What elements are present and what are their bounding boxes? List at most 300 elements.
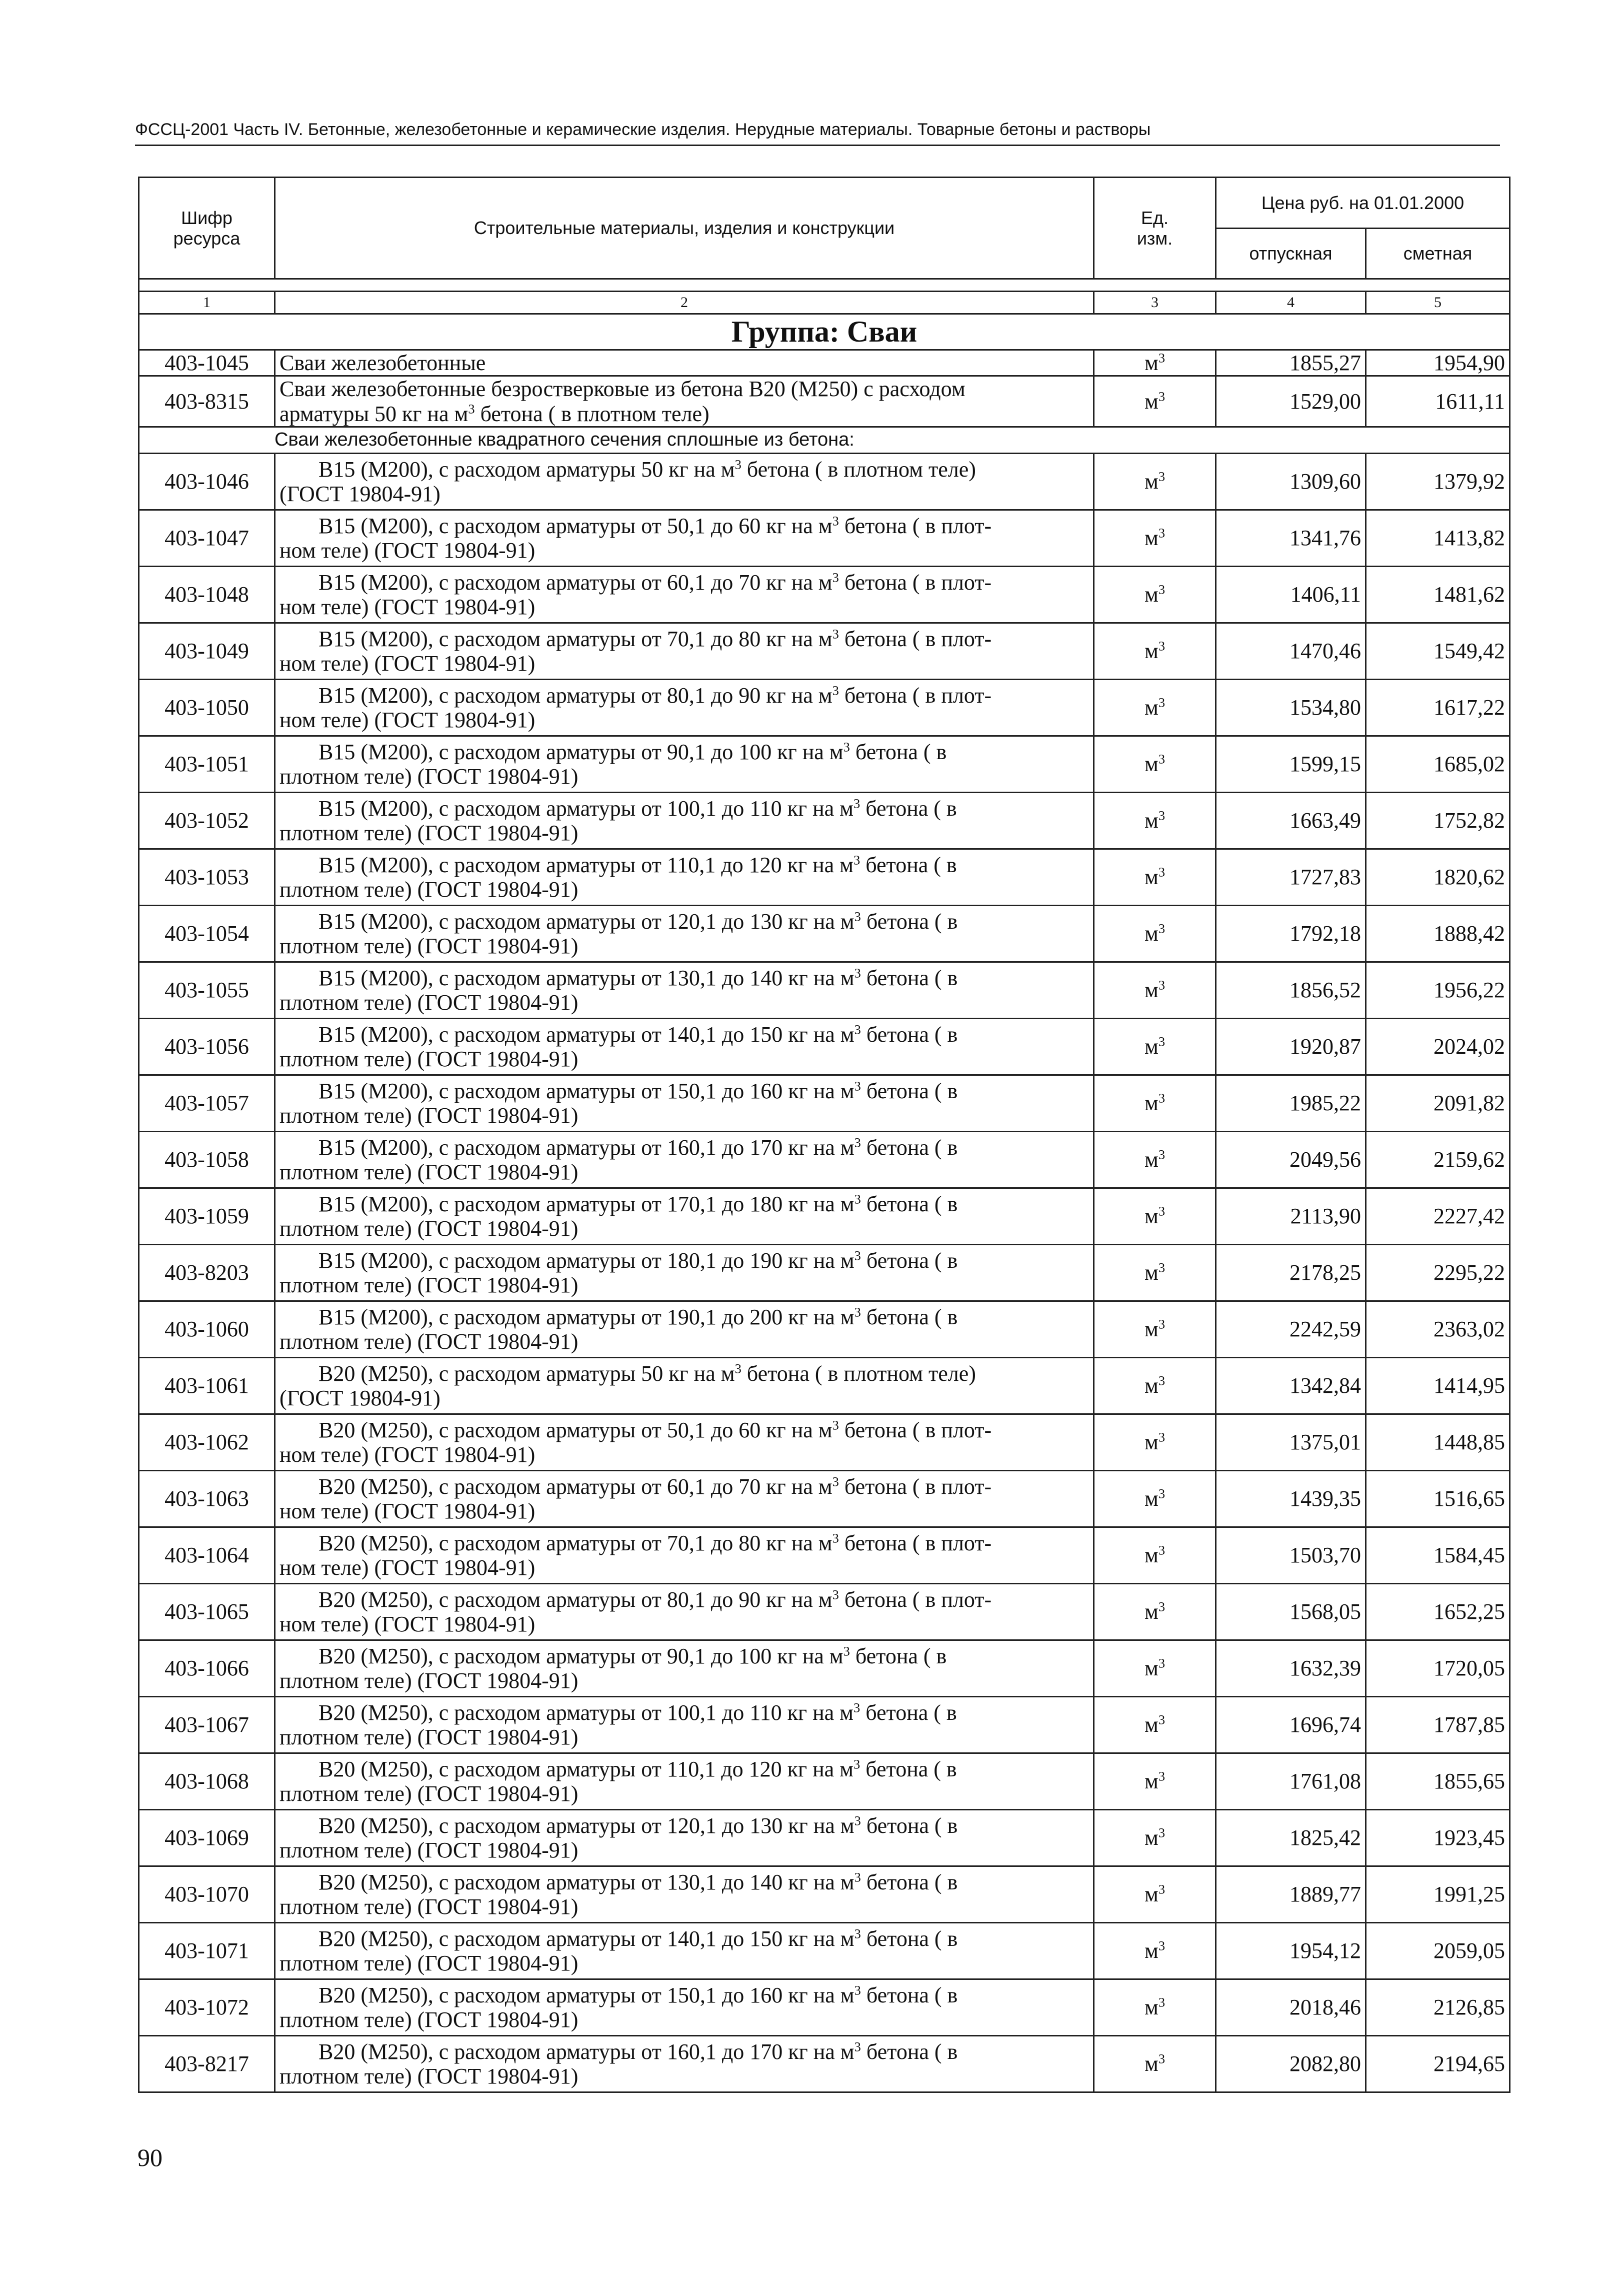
release-price: 1470,46 <box>1216 623 1366 679</box>
table-row <box>139 1301 1510 1357</box>
item-line-2: ном теле) (ГОСТ 19804-91) <box>280 1498 536 1523</box>
item-line-1a: В15 (М200), с расходом арматуры от 110,1 до 120 кг на м <box>318 852 854 877</box>
subheading-text: Сваи железобетонные квадратного сечения сплошные из бетона: <box>139 427 1510 453</box>
item-line-2: ном теле) (ГОСТ 19804-91) <box>280 538 536 563</box>
resource-code: 403-1056 <box>139 1018 275 1075</box>
table-row <box>139 679 1510 736</box>
resource-code: 403-1046 <box>139 453 275 510</box>
release-price: 1599,15 <box>1216 736 1366 792</box>
resource-code: 403-1053 <box>139 849 275 905</box>
estimate-price: 1752,82 <box>1366 792 1510 849</box>
release-price: 1341,76 <box>1216 510 1366 566</box>
unit-cell: $м^3$ <box>1094 1583 1216 1640</box>
release-price: 2082,80 <box>1216 2035 1366 2092</box>
unit-value: м <box>1144 1373 1158 1398</box>
table-row <box>139 1470 1510 1527</box>
resource-code: 403-1071 <box>139 1922 275 1979</box>
item-line-1b: бетона ( в <box>860 1813 958 1838</box>
item-line-2: плотном теле) (ГОСТ 19804-91) <box>280 1329 578 1354</box>
estimate-price: 1923,45 <box>1366 1809 1510 1866</box>
unit-value: м <box>1144 1034 1158 1059</box>
table-row <box>139 1809 1510 1866</box>
item-description <box>275 623 1094 679</box>
estimate-price: 1991,25 <box>1366 1866 1510 1922</box>
item-line-2: ном теле) (ГОСТ 19804-91) <box>280 1611 536 1636</box>
item-line-1b: бетона ( в плотном теле) <box>741 1361 976 1386</box>
item-line-2: плотном теле) (ГОСТ 19804-91) <box>280 1103 578 1128</box>
estimate-price: 2091,82 <box>1366 1075 1510 1131</box>
unit-cell: $м^3$ <box>1094 1809 1216 1866</box>
item-line-1a: В15 (М200), с расходом арматуры от 190,1 до 200 кг на м <box>318 1304 854 1329</box>
item-line-1a: В15 (М200), с расходом арматуры от 130,1 до 140 кг на м <box>318 965 854 990</box>
unit-value: м <box>1144 1995 1158 2020</box>
release-price: 1920,87 <box>1216 1018 1366 1075</box>
item-line-1b: бетона ( в плотном теле) <box>741 457 976 482</box>
table-row <box>139 1188 1510 1244</box>
unit-cell: $м^3$ <box>1094 1018 1216 1075</box>
release-price: 1632,39 <box>1216 1640 1366 1696</box>
table-row <box>139 1753 1510 1809</box>
resource-code: 403-1057 <box>139 1075 275 1131</box>
item-description <box>275 1583 1094 1640</box>
item-line-1a: В15 (М200), с расходом арматуры от 70,1 до 80 кг на м <box>318 626 832 651</box>
release-price: 2242,59 <box>1216 1301 1366 1357</box>
item-line-1: В15 (М200), с расходом арматуры от 90,1 до 100 кг на $м^3$ бетона ( в <box>318 739 947 764</box>
item-description <box>275 962 1094 1018</box>
item-line-1: В15 (М200), с расходом арматуры от 140,1 до 150 кг на $м^3$ бетона ( в <box>318 1021 958 1047</box>
release-price: 1568,05 <box>1216 1583 1366 1640</box>
group-heading-row <box>139 314 1510 350</box>
table-row <box>139 1131 1510 1188</box>
release-price: 2018,46 <box>1216 1979 1366 2035</box>
item-line-2: плотном теле) (ГОСТ 19804-91) <box>280 1272 578 1297</box>
item-line-1a: В15 (М200), с расходом арматуры от 170,1 до 180 кг на м <box>318 1191 854 1216</box>
resource-code: 403-1067 <box>139 1696 275 1753</box>
unit-cell: $м^3$ <box>1094 623 1216 679</box>
release-price: 1529,00 <box>1216 376 1366 427</box>
resource-code: 403-1065 <box>139 1583 275 1640</box>
item-line-1: В15 (М200), с расходом арматуры от 160,1 до 170 кг на $м^3$ бетона ( в <box>318 1134 958 1160</box>
unit-cell: $м^3$ <box>1094 1527 1216 1583</box>
item-line-1: В15 (М200), с расходом арматуры от 60,1 до 70 кг на $м^3$ бетона ( в плот- <box>318 569 992 595</box>
estimate-price: 1685,02 <box>1366 736 1510 792</box>
item-line-1a: В15 (М200), с расходом арматуры от 60,1 до 70 кг на м <box>318 570 832 595</box>
unit-cell: $м^3$ <box>1094 905 1216 962</box>
unit-value: м <box>1144 389 1158 414</box>
release-price: 1663,49 <box>1216 792 1366 849</box>
unit-value: м <box>1144 978 1158 1003</box>
item-line-1b: бетона ( в <box>860 1022 958 1047</box>
item-line-2: ном теле) (ГОСТ 19804-91) <box>280 594 536 619</box>
item-line-2: плотном теле) (ГОСТ 19804-91) <box>280 1781 578 1806</box>
item-line-1a: В20 (М250), с расходом арматуры от 50,1 до 60 кг на м <box>318 1417 832 1442</box>
unit-value: м <box>1144 1091 1158 1116</box>
unit-cell: $м^3$ <box>1094 792 1216 849</box>
col-release-header: отпускная <box>1216 228 1366 279</box>
release-price: 1534,80 <box>1216 679 1366 736</box>
estimate-price: 2194,65 <box>1366 2035 1510 2092</box>
item-line-1b: бетона ( в <box>860 1700 957 1725</box>
item-line-1a: В15 (М200), с расходом арматуры от 50,1 до 60 кг на м <box>318 513 832 538</box>
table-row <box>139 905 1510 962</box>
table-row <box>139 1640 1510 1696</box>
unit-value: м <box>1144 2051 1158 2076</box>
item-line-1b: бетона ( в <box>860 1869 958 1894</box>
item-line-1a: В15 (М200), с расходом арматуры от 180,1 до 190 кг на м <box>318 1248 854 1273</box>
item-line-1b: бетона ( в плот- <box>838 513 992 538</box>
item-line-1b: бетона ( в <box>860 909 958 934</box>
item-line-1: В20 (М250), с расходом арматуры от 70,1 до 80 кг на $м^3$ бетона ( в плот- <box>318 1530 992 1555</box>
item-line-2: плотном теле) (ГОСТ 19804-91) <box>280 2007 578 2032</box>
item-line-1b: бетона ( в плот- <box>838 1530 992 1555</box>
resource-code: 403-1058 <box>139 1131 275 1188</box>
item-line-1b: бетона ( в плот- <box>838 1417 992 1442</box>
unit-value: м <box>1144 582 1158 607</box>
item-line-1: В15 (М200), с расходом арматуры от 170,1 до 180 кг на $м^3$ бетона ( в <box>318 1191 958 1216</box>
item-description <box>275 566 1094 623</box>
release-price: 1727,83 <box>1216 849 1366 905</box>
running-header: ФССЦ-2001 Часть IV. Бетонные, железобетонные и керамические изделия. Нерудные материалы. Товарные бетоны и растворы <box>135 120 1500 146</box>
item-description <box>275 1470 1094 1527</box>
unit-value: м <box>1144 1430 1158 1455</box>
item-description <box>275 510 1094 566</box>
item-line-1b: бетона ( в <box>860 1304 958 1329</box>
item-line-1a: В15 (М200), с расходом арматуры от 120,1 до 130 кг на м <box>318 909 854 934</box>
item-description <box>275 1922 1094 1979</box>
item-line-1: В15 (М200), с расходом арматуры от 150,1 до 160 кг на $м^3$ бетона ( в <box>318 1078 958 1103</box>
table-row <box>139 376 1510 427</box>
item-line-1b: бетона ( в плот- <box>838 1474 992 1499</box>
estimate-price: 1820,62 <box>1366 849 1510 905</box>
release-price: 2178,25 <box>1216 1244 1366 1301</box>
unit-cell: $м^3$ <box>1094 1696 1216 1753</box>
item-line-1a: В20 (М250), с расходом арматуры от 110,1 до 120 кг на м <box>318 1756 854 1781</box>
item-line-2: плотном теле) (ГОСТ 19804-91) <box>280 2063 578 2088</box>
item-line-2: плотном теле) (ГОСТ 19804-91) <box>280 1159 578 1184</box>
resource-code: 403-8203 <box>139 1244 275 1301</box>
item-line-2: плотном теле) (ГОСТ 19804-91) <box>280 1724 578 1749</box>
table-row <box>139 350 1510 376</box>
unit-value: м <box>1144 1769 1158 1794</box>
item-line-1b: бетона ( в <box>850 739 947 764</box>
item-line-1: В20 (М250), с расходом арматуры от 60,1 до 70 кг на $м^3$ бетона ( в плот- <box>318 1473 992 1499</box>
item-line-1: В20 (М250), с расходом арматуры от 130,1 до 140 кг на $м^3$ бетона ( в <box>318 1869 958 1894</box>
release-price: 1985,22 <box>1216 1075 1366 1131</box>
resource-code: 403-1051 <box>139 736 275 792</box>
price-table <box>138 177 1510 2093</box>
item-line-1a: В20 (М250), с расходом арматуры от 90,1 до 100 кг на м <box>318 1643 844 1668</box>
item-line-1a: В20 (М250), с расходом арматуры от 150,1 до 160 кг на м <box>318 1982 854 2007</box>
item-line-1: В20 (М250), с расходом арматуры от 120,1 до 130 кг на $м^3$ бетона ( в <box>318 1812 958 1838</box>
unit-cell: $м^3$ <box>1094 1979 1216 2035</box>
item-line-2b: бетона ( в плотном теле) <box>474 401 710 426</box>
item-line-1b: бетона ( в плот- <box>838 1587 992 1612</box>
unit-cell: $м^3$ <box>1094 1131 1216 1188</box>
unit-value: м <box>1144 1260 1158 1285</box>
unit-value: м <box>1144 1204 1158 1229</box>
resource-code: 403-1054 <box>139 905 275 962</box>
table-row <box>139 2035 1510 2092</box>
item-line-1a: В15 (М200), с расходом арматуры от 100,1 до 110 кг на м <box>318 796 854 821</box>
subheading-row <box>139 427 1510 453</box>
resource-code: 403-1047 <box>139 510 275 566</box>
table-row <box>139 566 1510 623</box>
item-line-1: В20 (М250), с расходом арматуры от 150,1 до 160 кг на $м^3$ бетона ( в <box>318 1982 958 2007</box>
resource-code: 403-8315 <box>139 376 275 427</box>
item-line-1: В20 (М250), с расходом арматуры от 160,1 до 170 кг на $м^3$ бетона ( в <box>318 2038 958 2064</box>
item-line-1a: В15 (М200), с расходом арматуры от 160,1 до 170 кг на м <box>318 1135 854 1160</box>
item-line-2: плотном теле) (ГОСТ 19804-91) <box>280 1837 578 1862</box>
item-line-1b: бетона ( в <box>860 1926 958 1951</box>
item-description <box>275 1979 1094 2035</box>
table-row <box>139 1696 1510 1753</box>
unit-value: м <box>1144 808 1158 833</box>
table-row <box>139 962 1510 1018</box>
item-line-1b: бетона ( в плот- <box>838 683 992 708</box>
item-line-2: плотном теле) (ГОСТ 19804-91) <box>280 1950 578 1975</box>
estimate-price: 1954,90 <box>1366 350 1510 376</box>
item-line-1: В15 (М200), с расходом арматуры от 50,1 до 60 кг на $м^3$ бетона ( в плот- <box>318 513 992 538</box>
release-price: 1761,08 <box>1216 1753 1366 1809</box>
resource-code: 403-1048 <box>139 566 275 623</box>
item-description <box>275 350 1094 376</box>
item-line-1: В20 (М250), с расходом арматуры от 90,1 до 100 кг на $м^3$ бетона ( в <box>318 1643 947 1668</box>
table-row <box>139 1244 1510 1301</box>
item-line-1a: В15 (М200), с расходом арматуры от 80,1 до 90 кг на м <box>318 683 832 708</box>
item-line-2: (ГОСТ 19804-91) <box>280 481 440 506</box>
item-line-1b: бетона ( в <box>860 852 957 877</box>
item-line-1: В20 (М250), с расходом арматуры от 50,1 до 60 кг на $м^3$ бетона ( в плот- <box>318 1417 992 1442</box>
estimate-price: 1720,05 <box>1366 1640 1510 1696</box>
table-row <box>139 623 1510 679</box>
item-line-1a: В20 (М250), с расходом арматуры от 160,1 до 170 кг на м <box>318 2039 854 2064</box>
item-line-1a: В20 (М250), с расходом арматуры 50 кг на м <box>318 1361 735 1386</box>
item-description <box>275 1075 1094 1131</box>
release-price: 1855,27 <box>1216 350 1366 376</box>
item-description <box>275 376 1094 427</box>
item-line-1: В20 (М250), с расходом арматуры от 100,1 до 110 кг на $м^3$ бетона ( в <box>318 1699 957 1725</box>
item-line-1: В15 (М200), с расходом арматуры от 180,1 до 190 кг на $м^3$ бетона ( в <box>318 1247 958 1273</box>
item-line-1b: бетона ( в <box>860 1191 958 1216</box>
item-description <box>275 453 1094 510</box>
estimate-price: 1787,85 <box>1366 1696 1510 1753</box>
item-line-2: плотном теле) (ГОСТ 19804-91) <box>280 933 578 958</box>
item-description <box>275 1357 1094 1414</box>
table-row <box>139 736 1510 792</box>
item-description <box>275 1866 1094 1922</box>
unit-cell: $м^3$ <box>1094 350 1216 376</box>
estimate-price: 2024,02 <box>1366 1018 1510 1075</box>
col-price-header: Цена руб. на 01.01.2000 <box>1216 178 1510 229</box>
estimate-price: 2295,22 <box>1366 1244 1510 1301</box>
release-price: 1792,18 <box>1216 905 1366 962</box>
item-line-1b: бетона ( в <box>860 965 958 990</box>
item-line-1a: В20 (М250), с расходом арматуры от 130,1 до 140 кг на м <box>318 1869 854 1894</box>
unit-cell: $м^3$ <box>1094 1866 1216 1922</box>
release-price: 1856,52 <box>1216 962 1366 1018</box>
unit-cell: $м^3$ <box>1094 1922 1216 1979</box>
item-name: Сваи железобетонные <box>280 351 486 375</box>
resource-code: 403-1052 <box>139 792 275 849</box>
item-line-1a: В20 (М250), с расходом арматуры от 120,1 до 130 кг на м <box>318 1813 854 1838</box>
item-description <box>275 736 1094 792</box>
estimate-price: 1956,22 <box>1366 962 1510 1018</box>
item-line-2: плотном теле) (ГОСТ 19804-91) <box>280 877 578 902</box>
unit-cell: $м^3$ <box>1094 453 1216 510</box>
item-line-2: ном теле) (ГОСТ 19804-91) <box>280 1442 536 1467</box>
unit-value: м <box>1144 351 1158 375</box>
unit-value: м <box>1144 1543 1158 1568</box>
resource-code: 403-1064 <box>139 1527 275 1583</box>
item-line-1: В15 (М200), с расходом арматуры от 80,1 до 90 кг на $м^3$ бетона ( в плот- <box>318 682 992 708</box>
item-line-2: плотном теле) (ГОСТ 19804-91) <box>280 1894 578 1919</box>
item-line-1: В20 (М250), с расходом арматуры от 80,1 до 90 кг на $м^3$ бетона ( в плот- <box>318 1586 992 1612</box>
unit-value: м <box>1144 1825 1158 1850</box>
resource-code: 403-1072 <box>139 1979 275 2035</box>
release-price: 1375,01 <box>1216 1414 1366 1470</box>
unit-value: м <box>1144 752 1158 777</box>
item-description <box>275 1131 1094 1188</box>
item-line-1b: бетона ( в <box>860 2039 958 2064</box>
item-description <box>275 1809 1094 1866</box>
table-row <box>139 849 1510 905</box>
unit-cell: $м^3$ <box>1094 679 1216 736</box>
estimate-price: 1448,85 <box>1366 1414 1510 1470</box>
item-description <box>275 1753 1094 1809</box>
group-title: Группа: Сваи <box>139 314 1510 350</box>
item-line-1b: бетона ( в <box>860 1982 958 2007</box>
item-description <box>275 2035 1094 2092</box>
estimate-price: 1888,42 <box>1366 905 1510 962</box>
estimate-price: 1414,95 <box>1366 1357 1510 1414</box>
column-number: 5 <box>1366 292 1510 314</box>
item-line-1: В15 (М200), с расходом арматуры от 120,1 до 130 кг на $м^3$ бетона ( в <box>318 908 958 934</box>
unit-value: м <box>1144 695 1158 720</box>
unit-cell: $м^3$ <box>1094 962 1216 1018</box>
item-line-1: В20 (М250), с расходом арматуры от 110,1 до 120 кг на $м^3$ бетона ( в <box>318 1756 957 1781</box>
item-line-1: В15 (М200), с расходом арматуры от 70,1 до 80 кг на $м^3$ бетона ( в плот- <box>318 626 992 651</box>
col-estimate-header: сметная <box>1366 228 1510 279</box>
unit-cell: $м^3$ <box>1094 1075 1216 1131</box>
item-line-1: В20 (М250), с расходом арматуры от 140,1 до 150 кг на $м^3$ бетона ( в <box>318 1925 958 1951</box>
column-number: 3 <box>1094 292 1216 314</box>
release-price: 1503,70 <box>1216 1527 1366 1583</box>
table-row <box>139 1979 1510 2035</box>
item-line-1: В15 (М200), с расходом арматуры 50 кг на $м^3$ бетона ( в плотном теле) <box>318 456 976 482</box>
item-line-2: плотном теле) (ГОСТ 19804-91) <box>280 990 578 1015</box>
estimate-price: 1855,65 <box>1366 1753 1510 1809</box>
release-price: 2049,56 <box>1216 1131 1366 1188</box>
column-number-row <box>139 292 1510 314</box>
release-price: 1889,77 <box>1216 1866 1366 1922</box>
item-line-1a: В20 (М250), с расходом арматуры от 60,1 до 70 кг на м <box>318 1474 832 1499</box>
item-line-1a: В20 (М250), с расходом арматуры от 80,1 до 90 кг на м <box>318 1587 832 1612</box>
estimate-price: 1611,11 <box>1366 376 1510 427</box>
table-row <box>139 453 1510 510</box>
unit-cell: $м^3$ <box>1094 1188 1216 1244</box>
unit-cell: $м^3$ <box>1094 1470 1216 1527</box>
release-price: 1439,35 <box>1216 1470 1366 1527</box>
resource-code: 403-1059 <box>139 1188 275 1244</box>
resource-code: 403-1068 <box>139 1753 275 1809</box>
estimate-price: 2363,02 <box>1366 1301 1510 1357</box>
table-row <box>139 1414 1510 1470</box>
col-name-header: Строительные материалы, изделия и конструкции <box>275 178 1094 279</box>
resource-code: 403-1055 <box>139 962 275 1018</box>
release-price: 1696,74 <box>1216 1696 1366 1753</box>
item-description <box>275 1527 1094 1583</box>
resource-code: 403-8217 <box>139 2035 275 2092</box>
item-description <box>275 1188 1094 1244</box>
item-line-1b: бетона ( в плот- <box>838 626 992 651</box>
release-price: 1825,42 <box>1216 1809 1366 1866</box>
page-number: 90 <box>138 2143 162 2171</box>
estimate-price: 1413,82 <box>1366 510 1510 566</box>
item-description <box>275 905 1094 962</box>
unit-value: м <box>1144 1712 1158 1737</box>
item-line-2a: арматуры 50 кг на м <box>280 401 468 426</box>
header-spacer <box>139 279 1510 292</box>
release-price: 1406,11 <box>1216 566 1366 623</box>
release-price: 1309,60 <box>1216 453 1366 510</box>
column-number: 1 <box>139 292 275 314</box>
table-row <box>139 1527 1510 1583</box>
estimate-price: 1516,65 <box>1366 1470 1510 1527</box>
unit-value: м <box>1144 1882 1158 1907</box>
item-line-1b: бетона ( в <box>860 1248 958 1273</box>
item-line-2: (ГОСТ 19804-91) <box>280 1385 440 1410</box>
estimate-price: 2227,42 <box>1366 1188 1510 1244</box>
resource-code: 403-1070 <box>139 1866 275 1922</box>
unit-cell: $м^3$ <box>1094 566 1216 623</box>
item-description <box>275 1018 1094 1075</box>
item-line-2: арматуры 50 кг на $м^3$ бетона ( в плотном теле) <box>280 401 710 426</box>
item-line-1a: В20 (М250), с расходом арматуры от 100,1 до 110 кг на м <box>318 1700 854 1725</box>
resource-code: 403-1050 <box>139 679 275 736</box>
table-row <box>139 510 1510 566</box>
estimate-price: 2059,05 <box>1366 1922 1510 1979</box>
unit-cell: $м^3$ <box>1094 1640 1216 1696</box>
unit-cell: $м^3$ <box>1094 849 1216 905</box>
item-line-1: В15 (М200), с расходом арматуры от 130,1 до 140 кг на $м^3$ бетона ( в <box>318 965 958 990</box>
item-line-2: плотном теле) (ГОСТ 19804-91) <box>280 820 578 845</box>
col-code-label: Шифр ресурса <box>173 207 240 249</box>
item-description <box>275 1640 1094 1696</box>
unit-cell: $м^3$ <box>1094 736 1216 792</box>
resource-code: 403-1049 <box>139 623 275 679</box>
col-unit-header <box>1094 178 1216 279</box>
resource-code: 403-1061 <box>139 1357 275 1414</box>
unit-cell: $м^3$ <box>1094 510 1216 566</box>
estimate-price: 1584,45 <box>1366 1527 1510 1583</box>
unit-value: м <box>1144 1938 1158 1963</box>
item-line-1: В15 (М200), с расходом арматуры от 100,1 до 110 кг на $м^3$ бетона ( в <box>318 795 957 821</box>
unit-cell: $м^3$ <box>1094 376 1216 427</box>
item-line-1a: В15 (М200), с расходом арматуры от 90,1 до 100 кг на м <box>318 739 844 764</box>
unit-cell: $м^3$ <box>1094 1753 1216 1809</box>
item-description <box>275 849 1094 905</box>
header-row-top <box>139 178 1510 229</box>
item-line-1a: В20 (М250), с расходом арматуры от 140,1 до 150 кг на м <box>318 1926 854 1951</box>
col-code-header <box>139 178 275 279</box>
unit-value: м <box>1144 1656 1158 1681</box>
item-line-1a: В20 (М250), с расходом арматуры от 70,1 до 80 кг на м <box>318 1530 832 1555</box>
item-line-2: плотном теле) (ГОСТ 19804-91) <box>280 1216 578 1241</box>
estimate-price: 1652,25 <box>1366 1583 1510 1640</box>
unit-value: м <box>1144 1486 1158 1511</box>
unit-value: м <box>1144 1147 1158 1172</box>
estimate-price: 1379,92 <box>1366 453 1510 510</box>
